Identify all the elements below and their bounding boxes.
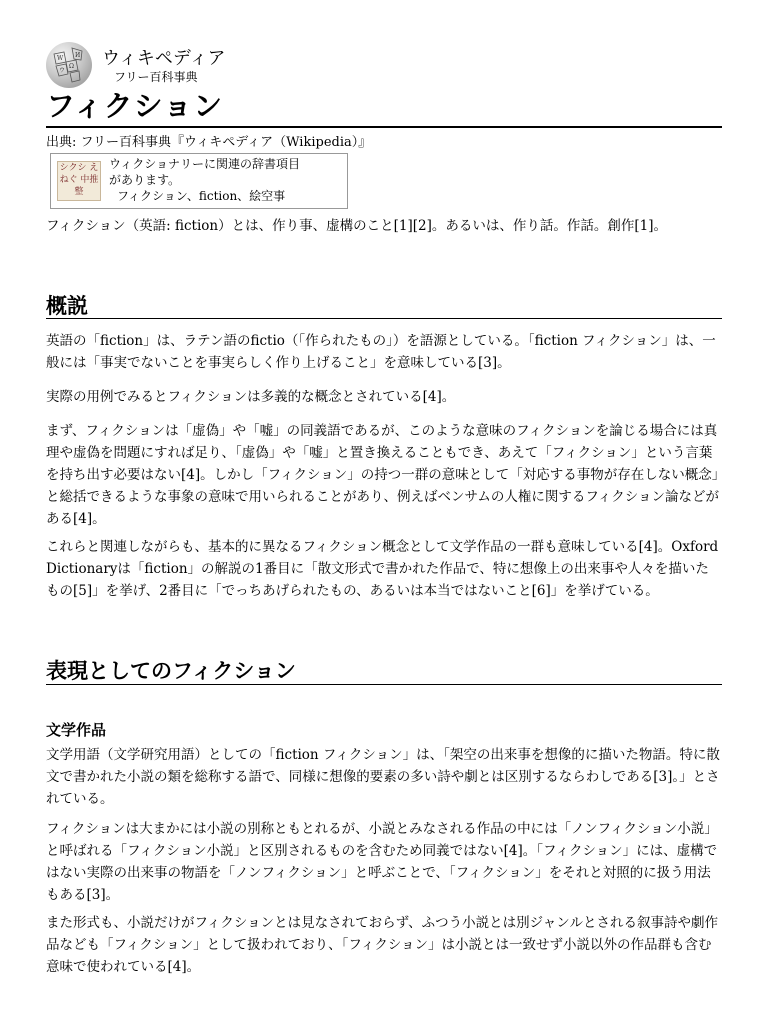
subsection-heading-literature: 文学作品	[46, 721, 107, 739]
svg-text:Ω: Ω	[69, 63, 74, 70]
paragraph-7: また形式も、小説だけがフィクションとは見なされておらず、ふつう小説とは別ジャンルとされる叙事詩や劇作品なども「フィクション」として扱われており、「フィクション」は小説とは一致せず小説以外の作品群も含む意味で使われている[4]。	[46, 915, 718, 975]
svg-text:И: И	[75, 52, 81, 59]
wikipedia-globe-icon[interactable]	[46, 42, 92, 88]
intro-paragraph: フィクション（英語: fiction）とは、作り事、虚構のこと[1][2]。あるいは、作り話。作話。創作[1]。	[46, 218, 667, 234]
wiktionary-line2: があります。	[109, 173, 181, 187]
paragraph-1: 英語の「fiction」は、ラテン語のfictio（「作られたもの」）を語源としている。「fiction フィクション」は、一般には「事実でないことを事実らしく作り上げること」を意味している[3]。	[46, 333, 716, 371]
paragraph-5: 文学用語（文学研究用語）としての「fiction フィクション」は、「架空の出来事を想像的に描いた物語。特に散文で書かれた小説の類を総称する語で、同様に想像的要素の多い詩や劇とは区別するならわしである[3]。」とされている。	[46, 747, 720, 807]
expression-divider	[46, 684, 722, 685]
paragraph-4: これらと関連しながらも、基本的に異なるフィクション概念として文学作品の一群も意味している[4]。Oxford Dictionaryは「fiction」の解説の1番目に「散文形式で書かれた作品で、特に想像上の出来事や人々を描いたもの[5]」を挙げ、2番目に「でっちあげられたもの、あるいは本当ではないこと[6]」を挙げている。	[46, 539, 719, 599]
section-heading-expression: 表現としてのフィクション	[46, 658, 296, 683]
article-source: 出典: フリー百科事典『ウィキペディア（Wikipedia）』	[46, 135, 372, 150]
section-heading-overview: 概説	[46, 293, 88, 318]
title-divider	[46, 126, 722, 128]
site-header	[46, 42, 722, 90]
paragraph-3: まず、フィクションは「虚偽」や「嘘」の同義語であるが、このような意味のフィクションを論じる場合には真理や虚偽を問題にすれば足り、「虚偽」や「嘘」と置き換えることもでき、あえて「フィクション」という言葉を持ち出す必要はない[4]。しかし「フィクション」の持つ一群の意味として「対応する事物が存在しない概念」と総括できるような事象の意味で用いられることがあり、例えばベンサムの人権に関するフィクション論などがある[4]。	[46, 423, 719, 527]
wiktionary-icon[interactable]: シクシ えねぐ 中推整	[57, 161, 101, 201]
wiktionary-terms-link[interactable]: フィクション、fiction、絵空事	[117, 189, 286, 203]
overview-divider	[46, 318, 722, 319]
page-title: フィクション	[46, 89, 224, 123]
site-tagline: フリー百科事典	[114, 70, 198, 84]
svg-text:ウ: ウ	[59, 67, 66, 74]
svg-text:W: W	[57, 55, 64, 62]
site-name[interactable]: ウィキペディア	[102, 48, 226, 69]
wiktionary-line1: ウィクショナリーに関連の辞書項目	[109, 157, 301, 171]
paragraph-2: 実際の用例でみるとフィクションは多義的な概念とされている[4]。	[46, 389, 456, 405]
wiktionary-box	[50, 153, 348, 209]
wiktionary-text	[109, 156, 300, 204]
paragraph-6: フィクションは大まかには小説の別称ともとれるが、小説とみなされる作品の中には「ノンフィクション小説」と呼ばれる「フィクション小説」と区別されるものを含むため同義ではない[4]。「フィクション」には、虚構ではない実際の出来事の物語を「ノンフィクション」と呼ぶことで、「フィクション」をそれと対照的に扱う用法もある[3]。	[46, 821, 718, 903]
